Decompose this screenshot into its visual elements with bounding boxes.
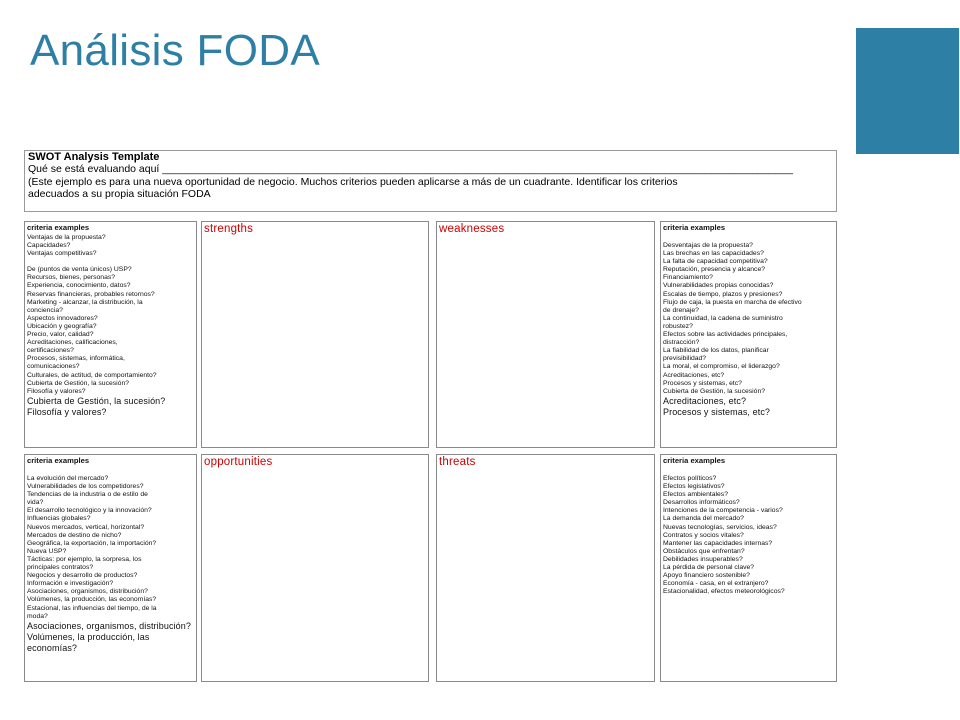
criteria-item: Desventajas de la propuesta? [663, 242, 753, 249]
criteria-item: Debilidades insuperables? [663, 555, 743, 563]
criteria-item: moda? [27, 612, 48, 620]
spacer [663, 234, 834, 242]
criteria-item: Nuevas tecnologías, servicios, ideas? [663, 523, 777, 531]
criteria-item: De (puntos de venta únicos) USP? [27, 266, 132, 274]
criteria-item: Influencias globales? [27, 515, 91, 523]
criteria-item: robustez? [663, 322, 693, 330]
criteria-item: Cubierta de Gestión, la sucesión? [663, 387, 766, 395]
criteria-item: Procesos y sistemas, etc? [663, 379, 742, 387]
criteria-item: Vulnerabilidades propias conocidas? [663, 282, 774, 290]
criteria-item-large: Volúmenes, la producción, las [27, 631, 150, 642]
criteria-item: Información e investigación? [27, 580, 114, 588]
criteria-item: Recursos, bienes, personas? [27, 274, 116, 282]
note-line-1: (Este ejemplo es para una nueva oportunidad de negocio. Muchos criterios pueden aplicarse a más de un cuadrante. Identificar los criterios [28, 175, 678, 188]
criteria-threats [660, 454, 837, 682]
criteria-item: La falta de capacidad competitiva? [663, 258, 768, 266]
criteria-item: Asociaciones, organismos, distribución? [27, 588, 148, 596]
criteria-item: La continuidad, la cadena de suministro [663, 314, 783, 322]
criteria-item: La demanda del mercado? [663, 515, 744, 523]
evaluating-line: Qué se está evaluando aquí ____________________________________________________________________________________________________________ [28, 163, 793, 176]
criteria-item: Contratos y socios vitales? [663, 531, 744, 539]
criteria-item: El desarrollo tecnológico y la innovación? [27, 507, 152, 515]
criteria-item-large: Asociaciones, organismos, distribución? [27, 620, 191, 631]
criteria-item: Precio, valor, calidad? [27, 331, 94, 339]
criteria-item: Ventajas de la propuesta? [27, 234, 106, 241]
criteria-item: Reputación, presencia y alcance? [663, 266, 766, 274]
criteria-item: La moral, el compromiso, el liderazgo? [663, 363, 780, 371]
criteria-item-large: Filosofía y valores? [27, 406, 107, 417]
spacer [27, 258, 194, 266]
criteria-item: Aspectos innovadores? [27, 314, 98, 322]
criteria-item: conciencia? [27, 306, 63, 314]
criteria-strengths [24, 221, 197, 448]
criteria-item: Economía - casa, en el extranjero? [663, 580, 769, 588]
criteria-item: vida? [27, 499, 44, 507]
criteria-item: Las brechas en las capacidades? [663, 250, 764, 258]
note-line-2: adecuados a su propia situación FODA [28, 188, 211, 201]
criteria-item: Escalas de tiempo, plazos y presiones? [663, 290, 783, 298]
criteria-item: Tendencias de la industria o de estilo de [27, 491, 148, 499]
criteria-item: distracción? [663, 339, 700, 347]
slide-title: Análisis FODA [30, 26, 320, 75]
criteria-item: certificaciones? [27, 347, 74, 355]
opportunities-title: opportunities [204, 456, 273, 468]
criteria-item-large: Procesos y sistemas, etc? [663, 406, 771, 417]
criteria-item-large: Acreditaciones, etc? [663, 395, 747, 406]
strengths-box [201, 221, 429, 448]
criteria-item: Apoyo financiero sostenible? [663, 572, 750, 580]
criteria-item: La pérdida de personal clave? [663, 564, 755, 572]
criteria-item: Efectos legislativos? [663, 483, 725, 491]
criteria-item: Procesos, sistemas, informática, [27, 355, 125, 363]
criteria-item: Geográfica, la exportación, la importación? [27, 539, 157, 547]
criteria-item: Filosofía y valores? [27, 387, 86, 395]
criteria-item: Acreditaciones, calificaciones, [27, 339, 118, 347]
spacer [27, 467, 194, 475]
criteria-item: previsibilidad? [663, 355, 707, 363]
spacer [663, 467, 834, 475]
criteria-item: Reservas financieras, probables retornos? [27, 290, 155, 298]
criteria-item: Marketing - alcanzar, la distribución, la [27, 298, 143, 306]
criteria-item: Mantener las capacidades internas? [663, 539, 773, 547]
criteria-title: criteria examples [27, 456, 90, 465]
weaknesses-box [436, 221, 655, 448]
criteria-item: Efectos sobre las actividades principales, [663, 331, 788, 339]
criteria-item: Intenciones de la competencia - varios? [663, 507, 783, 515]
criteria-title: criteria examples [663, 456, 726, 465]
criteria-item: Estacionalidad, efectos meteorológicos? [663, 588, 785, 596]
accent-bar [856, 28, 959, 154]
criteria-title: criteria examples [27, 223, 90, 232]
criteria-item: Nueva USP? [27, 547, 67, 555]
criteria-item: Acreditaciones, etc? [663, 371, 725, 379]
criteria-item: Desarrollos informáticos? [663, 499, 740, 507]
criteria-item: Flujo de caja, la puesta en marcha de efectivo [663, 298, 802, 306]
criteria-item: Ventajas competitivas? [27, 250, 97, 258]
criteria-item: Cubierta de Gestión, la sucesión? [27, 379, 130, 387]
criteria-item: La evolución del mercado? [27, 475, 109, 482]
criteria-item: Obstáculos que enfrentan? [663, 547, 745, 555]
criteria-item: Culturales, de actitud, de comportamiento? [27, 371, 157, 379]
criteria-item: Vulnerabilidades de los competidores? [27, 483, 144, 491]
criteria-item: Estacional, las influencias del tiempo, de la [27, 604, 157, 612]
criteria-weaknesses [660, 221, 837, 448]
criteria-item: Experiencia, conocimiento, datos? [27, 282, 131, 290]
criteria-item: principales contratos? [27, 564, 94, 572]
criteria-opportunities [24, 454, 197, 682]
template-title: SWOT Analysis Template [28, 151, 160, 163]
criteria-item: Financiamiento? [663, 274, 713, 282]
strengths-title: strengths [204, 223, 254, 235]
criteria-item: La fiabilidad de los datos, planificar [663, 347, 769, 355]
criteria-item: Capacidades? [27, 242, 71, 250]
opportunities-box [201, 454, 429, 682]
criteria-title: criteria examples [663, 223, 726, 232]
criteria-item: Efectos ambientales? [663, 491, 728, 499]
swot-header [24, 150, 837, 212]
criteria-item: Volúmenes, la producción, las economías? [27, 596, 157, 604]
criteria-item: comunicaciones? [27, 363, 80, 371]
threats-box [436, 454, 655, 682]
criteria-item-large: economías? [27, 642, 78, 653]
criteria-item: Mercados de destino de nicho? [27, 531, 122, 539]
criteria-item: Efectos políticos? [663, 475, 717, 482]
criteria-item-large: Cubierta de Gestión, la sucesión? [27, 395, 166, 406]
criteria-item: de drenaje? [663, 306, 699, 314]
criteria-item: Ubicación y geografía? [27, 322, 97, 330]
weaknesses-title: weaknesses [439, 223, 505, 235]
criteria-item: Negocios y desarrollo de productos? [27, 572, 138, 580]
criteria-item: Nuevos mercados, vertical, horizontal? [27, 523, 145, 531]
threats-title: threats [439, 456, 476, 468]
criteria-item: Tácticas: por ejemplo, la sorpresa, los [27, 555, 142, 563]
